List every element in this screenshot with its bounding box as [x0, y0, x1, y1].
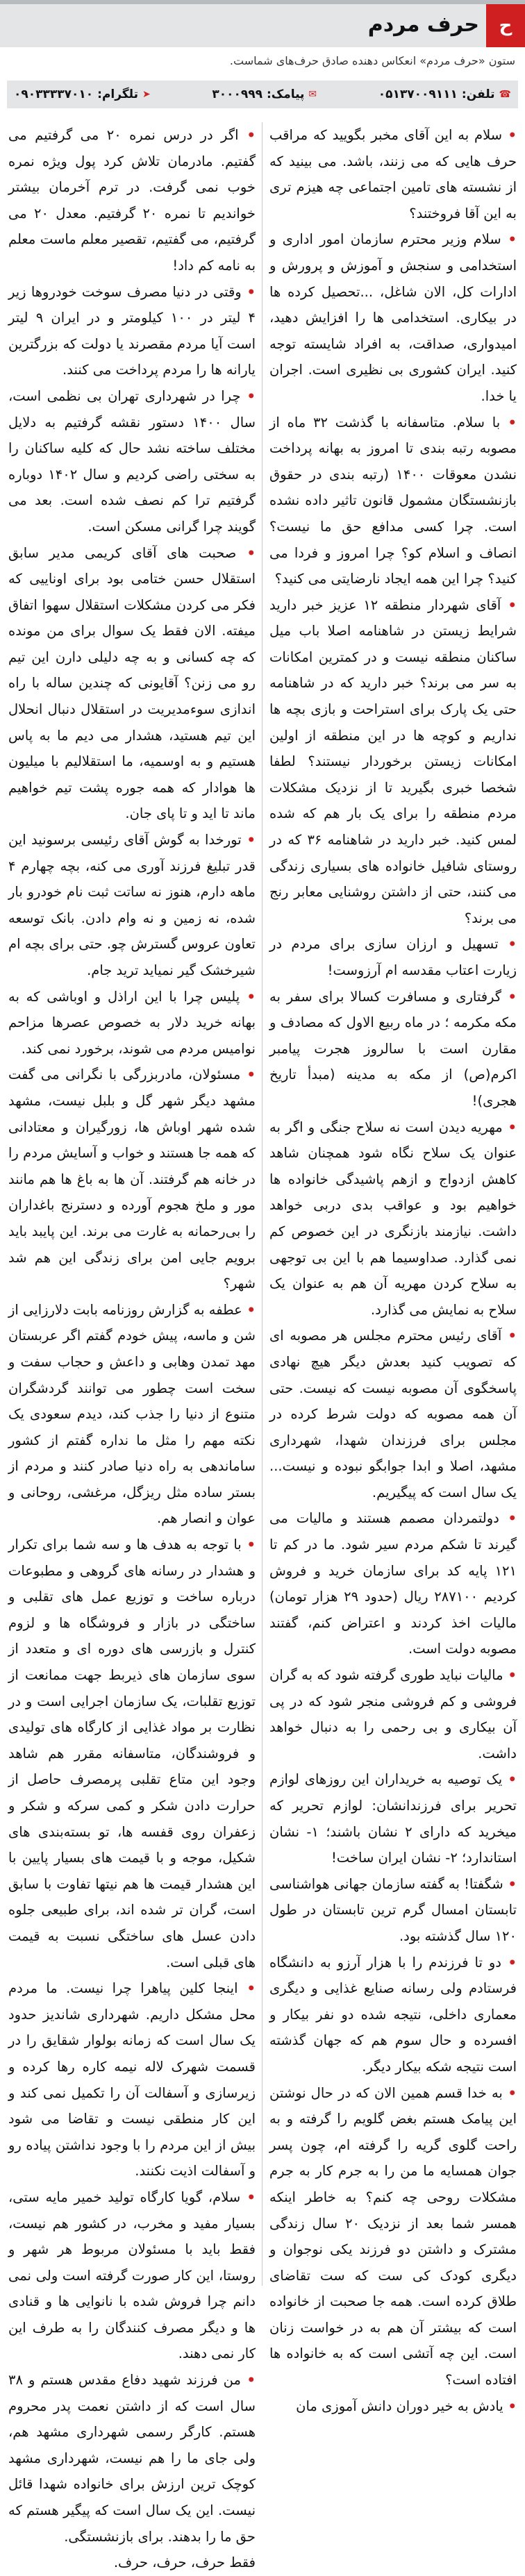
bullet-icon: • — [502, 127, 517, 143]
message-text: شگفتا! به گفته سازمان جهانی هواشناسی تابستان امسال گرم ترین تابستان در طول ۱۲۰ سال گذشته بود. — [269, 1875, 517, 1944]
bullet-icon: • — [501, 231, 517, 248]
message-item — [269, 931, 517, 983]
message-text: پلیس چرا با این اراذل و اوباشی که به بهانه خرید دلار به خصوص عصرها مزاحم نوامیس مردم می شوند، برخورد نمی کند. — [8, 988, 256, 1057]
message-text: سلام به این آقای مخبر بگویید که مراقب حرف هایی که می زنند، باشد. می بینید که از نشسته های تامین اجتماعی چه هیزم تری به این آقا فروختند؟ — [269, 127, 517, 221]
bullet-icon: • — [238, 1980, 256, 1997]
message-item — [8, 1297, 256, 1532]
telegram-contact — [7, 87, 158, 101]
bullet-icon: • — [501, 596, 517, 613]
bullet-icon: • — [241, 283, 256, 300]
message-item — [269, 592, 517, 932]
message-item — [8, 1062, 256, 1296]
telegram-value: ۰۹۰۳۳۳۳۷۰۱۰ — [14, 87, 94, 101]
message-text: یک توصیه به خریداران این روزهای لوازم تحریر برای فرزندانشان: لوازم تحریر که میخرید که دارای ۲ نشان باشند؛ ۱- نشان استاندارد؛ ۲- نشان ایران ساخت! — [269, 1771, 517, 1866]
message-item — [8, 2184, 256, 2367]
message-item — [269, 1871, 517, 1950]
bullet-icon: • — [242, 1301, 256, 1318]
bullet-icon: • — [502, 2084, 517, 2101]
message-item — [8, 122, 256, 279]
telegram-icon: ➤ — [142, 89, 151, 100]
bullet-icon: • — [502, 1119, 517, 1135]
message-text: مسئولان، مادربزرگی با نگرانی می گفت مشهد دیگر شهر گل و بلبل نیست، مشهد شده شهر اوباش ها، زورگیران و معتادانی که همه جا هستند و خواب و آسایش مردم را در خانه هم گرفتند. آن ها به باغ ها هم مانند مور و ملخ هجوم آورده و دسترنج باغداران را بی‌رحمانه به غارت می برند. این پایبد باید برویم جایی امن برای زندگی این هم شد شهر؟ — [8, 1067, 256, 1292]
messages-column-left — [8, 122, 256, 2576]
bullet-icon: • — [500, 414, 517, 430]
message-item — [8, 1532, 256, 1975]
message-text: اگر در درس نمره ۲۰ می گرفتیم می گفتیم. مادرمان تلاش کرد پول ویژه نمره خوب نمی گرفت. در ترم آخرمان بیشتر خواندیم تا نمره ۲۰ گرفتیم. معدل ۲۰ می گرفتیم، می گفتیم، تقصیر معلم ماست معلم به نامه کم داد! — [8, 127, 256, 274]
message-text: وقتی در دنیا مصرف سوخت خودروها زیر ۴ لیتر در ۱۰۰ کیلومتر و در ایران ۹ لیتر است آیا مردم مقصرند یا دولت که بزرگترین یارانه ها را مردم پرداخت می کنند. — [8, 283, 256, 378]
message-text: گرفتاری و مسافرت کسالا برای سفر به مکه مکرمه ؛ در ماه ربیع الاول که مصادف و مقارن است با سالروز هجرت پیامبر اکرم(ص) از مکه به مدینه (مبدأ تاریخ هجری)! — [269, 988, 517, 1109]
message-text: با سلام. متاسفانه با گذشت ۳۲ ماه از مصوبه رتبه بندی تا امروز به بهانه پرداخت نشدن معوقات ۱۴۰۰ (رتبه بندی در حقوق بازنشستگان مشمول قانون تاثیر داده نشده است. چرا کسی مدافع حق ما نیست؟ انصاف و اسلام کو؟ چرا امروز و فردا می کنید؟ چرا این همه ایجاد نارضایتی می کنید؟ — [269, 414, 517, 587]
message-text: به خدا قسم همین الان که در حال نوشتن این پیامک هستم بغض گلویم را گرفته و به راحت گلوی گریه را گرفته ام، چون پسر جوان همسایه ما من را به جرم کار به جرم مشکلات روحی چه کنم؟ به خاطر اینکه همسر شما بعد از نزدیک ۲۰ سال زندگی مشترک و داشتن دو فرزند یکی نوجوان و دیگری کودک کی ست که ست تقاضای طلاق کرده است. همه جا صحبت از خانواده است که بیشتر آن هم به در خواست زنان است. این چه آتشی است که به خانواده ها افتاده است؟ — [269, 2084, 517, 2389]
message-item — [269, 1766, 517, 1871]
bullet-icon: • — [240, 1067, 256, 1083]
bullet-icon: • — [241, 832, 256, 848]
bullet-icon: • — [240, 2189, 256, 2205]
sms-icon: ✉ — [308, 89, 317, 100]
message-item — [269, 2393, 517, 2420]
message-text: دولتمردان مصمم هستند و مالیات می گیرند تا شکم مردم سیر شود. ما در کم تا ۱۲۱ پایه کد برای سازمان خرید و فروش کردیم ۲۸۷۱۰۰ ریال (حدود ۲۹ هزار تومان) مالیات اخذ کردند و اعتراض کنم، گفتند مصوبه دولت است. — [269, 1510, 517, 1657]
bullet-icon: • — [501, 1328, 517, 1344]
message-item — [269, 226, 517, 409]
messages-column-right — [269, 122, 517, 2419]
bullet-icon: • — [503, 1875, 517, 1892]
bullet-icon: • — [240, 387, 256, 404]
phone-value: ۰۵۱۳۷۰۰۹۱۱۱ — [378, 87, 458, 101]
message-text: آقای رئیس محترم مجلس هر مصوبه ای که تصویب کنید بعدش دیگر هیچ نهادی پاسخگوی آن مصوبه نیست که نیست. حتی آن همه مصوبه که دولت شرط کرده در مجلس برای فرزندان شهدا، شهرداری مشهد، اصلا و ابدا جوابگو نبوده و نیست... یک سال است که پیگیریم. — [269, 1328, 517, 1500]
phone-contact — [372, 87, 518, 101]
bullet-icon: • — [241, 1537, 256, 1553]
message-text: با توجه به هدف ها و سه شما برای تکرار و هشدار در رسانه های گروهی و مطبوعات درباره ساخت و توزیع عمل های تقلبی و ساختگی در بازار و فروشگاه ها و لزوم کنترل و بازرسی های دوره ای و متعدد از سوی سازمان های ذیربط جهت ممانعت از توزیع تقلبات، یک سازمان اجرایی است و در نظارت بر مواد غذایی از کارگاه های تولیدی و فروشندگان، متاسفانه مقرر هم شاهد وجود این متاع تقلبی پرمصرف حاصل از حرارت دادن شکر و کمی سرکه و شکر و زعفران روی قفسه ها، تو بسته‌بندی های شکیل، موجه و با قیمت های بسیار پایین با این هشدار قیمت ها هم نیتها تفاوت با سابق است، گران تر شده اند، برای طبیعی جلوه دادن عسل های ساختگی نسبت به قیمت های قبلی است. — [8, 1537, 256, 1971]
message-text: یادش به خیر دوران دانش آموزی مان — [296, 2398, 503, 2414]
message-item — [8, 383, 256, 540]
logo-glyph: ح — [499, 15, 512, 36]
message-item — [269, 984, 517, 1114]
message-item — [269, 1114, 517, 1323]
message-item — [8, 984, 256, 1062]
message-item — [269, 1505, 517, 1662]
message-item — [8, 279, 256, 383]
page-subtitle: ستون «حرف مردم» انعکاس دهنده صادق حرف‌های شماست. — [229, 54, 515, 67]
message-text: من فرزند شهید دفاع مقدس هستم و ۳۸ سال است که از داشتن نعمت پدر محروم هستم. کارگر رسمی شهرداری مشهد هم، ولی جای ما را هم نیست، شهرداری مشهد کوچک ترین ارزش برای خانواده شهدا قائل نیست. این یک سال است که پیگیر هستم که حق ما را بدهند. برای بازنشستگی. — [8, 2372, 256, 2545]
message-text: سلام وزیر محترم سازمان امور اداری و استخدامی و سنجش و آموزش و پرورش و ادارات کل، الان شاغل، ...تحصیل کرده ها در بیکاری. استخدامی ها را افزایش دهید، امیدواری، صداقت، به افراد شایسته توجه کنید. ایران کشوری بی نظیری است. اجران یا خدا. — [269, 231, 517, 404]
message-text: فقط حرف، حرف، حرف. — [113, 2554, 256, 2571]
bullet-icon: • — [503, 2398, 517, 2414]
phone-label: تلفن: — [461, 87, 495, 101]
bullet-icon: • — [499, 1510, 517, 1527]
message-text: آقای شهردار منطقه ۱۲ عزیز خبر دارید شرایط زیستن در شاهنامه اصلا باب میل ساکنان منطقه نیست و در کمترین امکانات به سر می برند؟ خبر دارید که در شاهنامه حتی یک پارک برای استراحت و بازی بچه ها نداریم و کوچه ها در این منطقه از اولین امکانات زیستن برخوردار نیستند؟ لطفا شخصا خبری بگیرید تا از نزدیک مشکلات مردم منطقه را برای یک بار هم که شده لمس کنید. خبر دارید در شاهنامه ۳۶ که در روستای شافیل خانواده های بسیاری زندگی می کنند، حتی از داشتن روشنایی معابر رنج می برند؟ — [269, 596, 517, 926]
message-item — [8, 2550, 256, 2576]
message-item — [8, 540, 256, 828]
message-text: دو تا فرزندم را با هزار آرزو به دانشگاه فرستادم ولی رسانه صنایع غذایی و دیگری معماری داخلی، نتیجه شده دو نفر بیکار و افسرده و حال سوم هم که جهان گذشته است نتیجه شکه بیکار دیگر. — [269, 1954, 517, 2075]
phone-icon: ☎ — [499, 89, 511, 100]
bullet-icon: • — [501, 988, 517, 1005]
message-text: مهریه دیدن است نه سلاح جنگی و اگر به عنوان یک سلاح نگاه شود همچنان شاهد کاهش ازدواج و ازهم پاشیدگی خانواده ها خواهیم بود و عواقب بدی دربی خواهد داشت. نیازمند بازنگری در این خصوص کم نمی گذارد. صداوسیما هم با این بی توجهی به سلاح کردن مهریه آن هم به عنوان یک سلاح به نمایش می گذارد. — [269, 1119, 517, 1318]
message-item — [269, 2080, 517, 2393]
bullet-icon: • — [238, 127, 256, 143]
bullet-icon: • — [503, 1667, 517, 1684]
message-item — [8, 827, 256, 984]
sms-label: پیامک: — [266, 87, 305, 101]
message-item — [269, 1323, 517, 1505]
message-item — [8, 1975, 256, 2184]
message-text: تسهیل و ارزان سازی برای مردم در زیارت اعتاب مقدسه ام آرزوست! — [269, 936, 517, 978]
bullet-icon: • — [498, 936, 517, 953]
bullet-icon: • — [240, 988, 256, 1005]
message-text: چرا در شهرداری تهران بی نظمی است، سال ۱۴۰۰ دستور نقشه گرفتیم به دلایل مختلف ساخته نشد حال که کلیه ساکنان را به سختی راضی کردیم و سال ۱۴۰۲ دوباره گرفتیم ترا کم نصف شده است. بعد می گویند چرا گرانی مسکن است. — [8, 387, 256, 535]
message-item — [269, 1950, 517, 2080]
sms-contact — [205, 87, 324, 101]
message-text: سلام، گویا کارگاه تولید خمیر مایه ستی، بسیار مفید و مخرب، در کشور هم نیست، فقط باید با مسئولان مربوط هر شهر و روستا، این کار صورت گرفته است ولی نمی دانم چرا فروش شده با نانوایی ها و قنادی ها و دیگر مصرف کنندگان را به طرف این کار نمی دهند. — [8, 2189, 256, 2362]
telegram-label: تلگرام: — [97, 87, 139, 101]
contact-bar — [7, 81, 518, 108]
message-text: اینجا کلین پیاهرا چرا نیست. ما مردم محل مشکل داریم. شهرداری شاندیز حدود یک سال است که زمانه بولوار شقایق را در قسمت شهرک لاله نیمه کاره رها کرده و زیرسازی و آسفالت آن را تکمیل نمی کند و این کار منطقی نیست و تقاضا می شود بیش از این مردم را با وجود نداشتن پیاده رو و آسفالت اذیت نکنند. — [8, 1980, 256, 2180]
message-text: صحبت های آقای کریمی مدیر سابق استقلال حسن ختامی بود برای اوناییی که فکر می کردن مشکلات استقلال سهوا اتفاق میفته. الان فقط یک سوال برای من مونده که چه کسانی و به چه دلیلی دارن این تیم رو می زنن؟ آقایونی که چندین ساله با راه اندازی سوءمدیریت در استقلال دنبال انحلال این تیم هستید، هشدار می دیم ما به پاس هستیم و به اوسمیه، ما استقلالیم با میلیون ها هوادار که همه جوره پشت تیم خواهیم ماند تا اید و تا پای جان. — [8, 544, 256, 822]
message-text: عطفه به گزارش روزنامه بابت دلارزایی از شن و ماسه، پیش خودم گفتم اگر عربستان مهد تمدن وهابی و داعش و حجاب سفت و سخت است چطور می توانند گردشگران متنوع از دنیا را جذب کند، دیدم سعودی یک نکته مهم را مثل ما نداره گفتم از کشور ساماندهی به راه دنیا صادر کنند و مردم از بستر ساده مثل ریزگل، مرغشی، روحانی و عوان و انصار هم. — [8, 1301, 256, 1527]
message-item — [269, 1662, 517, 1766]
message-item — [269, 122, 517, 226]
page-title: حرف مردم — [367, 12, 479, 37]
message-item — [8, 2367, 256, 2550]
bullet-icon: • — [236, 544, 256, 561]
message-text: مالیات نباید طوری گرفته شود که به گران فروشی و کم فروشی منجر شود که در پی آن بیکاری و بی رحمی را به دنبال خواهد داشت. — [269, 1667, 517, 1762]
masthead — [0, 4, 525, 47]
bullet-icon: • — [501, 1954, 517, 1971]
bullet-icon: • — [240, 2372, 256, 2389]
message-item — [269, 410, 517, 592]
message-text: تورخدا به گوش آقای رئیسی برسونید این قدر تبلیغ فرزند آوری می کنه، بچه چهارم ۴ ماهه دارم، هنوز نه ساتت ثبت نام خودرو بار شده، نه زمین و نه وام دادن. بانک توسعه تعاون عروس گسترش چو. حتی برای بچه ام شیرخشک گیر نمیاید ترید جام. — [8, 832, 256, 978]
bullet-icon: • — [502, 1771, 517, 1788]
logo-block — [486, 4, 525, 47]
sms-value: ۳۰۰۰۹۹۹ — [212, 87, 262, 101]
